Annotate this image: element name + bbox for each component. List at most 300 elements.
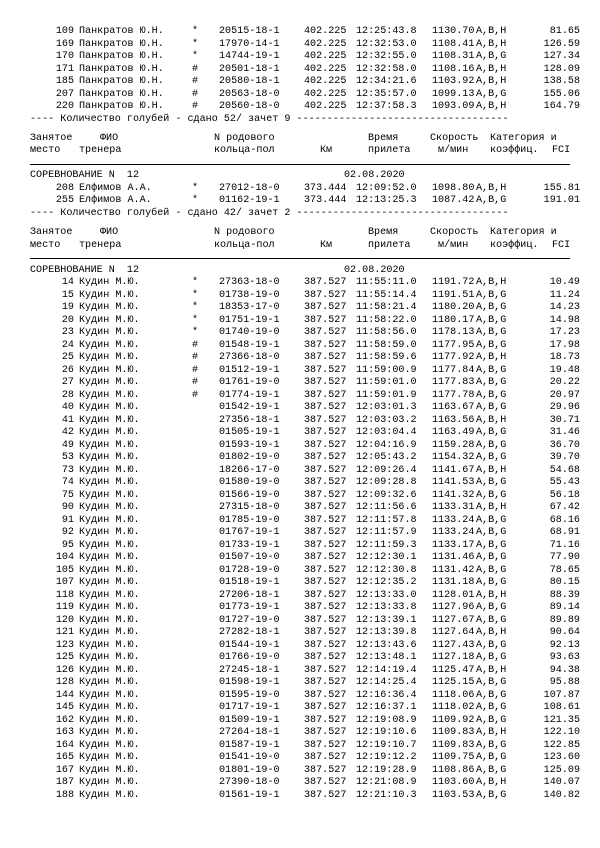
place-cell: 164 <box>55 739 74 751</box>
category-cell: A,B,G <box>476 314 507 326</box>
coefficient-cell: 164.79 <box>543 101 580 112</box>
header-place: Занятое <box>30 132 73 144</box>
km-cell: 387.527 <box>304 352 347 364</box>
speed-cell: 1108.31 <box>432 51 475 62</box>
speed-cell: 1154.32 <box>432 452 475 464</box>
table-header-line2 <box>0 240 600 253</box>
table-row <box>0 715 600 728</box>
coefficient-cell: 140.82 <box>543 789 580 801</box>
arrival-time-cell: 12:19:08.9 <box>356 714 417 726</box>
speed-cell: 1177.95 <box>432 339 475 351</box>
arrival-time-cell: 11:58:59.6 <box>356 352 417 364</box>
speed-cell: 1141.32 <box>432 489 475 501</box>
fancier-name-cell: Кудин М.Ю. <box>79 727 140 739</box>
header-trainer: тренера <box>79 145 122 157</box>
ring-cell: 01548-19-1 <box>219 339 280 351</box>
category-cell: A,B,G <box>476 514 507 526</box>
table-row <box>0 727 600 740</box>
fancier-name-cell: Кудин М.Ю. <box>79 464 140 476</box>
arrival-time-cell: 12:03:03.2 <box>356 414 417 426</box>
table-row <box>0 777 600 790</box>
category-cell: A,B,H <box>476 414 507 426</box>
ring-cell: 01512-19-1 <box>219 364 280 376</box>
km-cell: 387.527 <box>304 627 347 639</box>
km-cell: 387.527 <box>304 327 347 339</box>
arrival-time-cell: 12:13:33.0 <box>356 589 417 601</box>
arrival-time-cell: 12:32:53.0 <box>356 38 417 50</box>
ring-cell: 27390-18-0 <box>219 777 280 789</box>
header-category: Категория и <box>490 227 557 239</box>
coefficient-cell: 36.70 <box>549 439 580 451</box>
km-cell: 387.527 <box>304 502 347 514</box>
category-cell: A,B,G <box>476 552 507 564</box>
table-row <box>0 790 600 803</box>
header-ring2: кольца-пол <box>214 145 275 157</box>
coefficient-cell: 80.15 <box>549 577 580 589</box>
km-cell: 387.527 <box>304 564 347 576</box>
speed-cell: 1130.70 <box>432 26 475 37</box>
speed-cell: 1191.72 <box>432 277 475 289</box>
ring-cell: 01518-19-1 <box>219 577 280 589</box>
place-cell: 107 <box>55 577 74 589</box>
table-row <box>0 752 600 765</box>
mark-cell: # <box>191 88 199 100</box>
table-row <box>0 377 600 390</box>
km-cell: 402.225 <box>304 76 347 87</box>
place-cell: 91 <box>61 514 74 526</box>
ring-cell: 01507-19-0 <box>219 552 280 564</box>
mark-cell: # <box>191 101 199 112</box>
place-cell: 42 <box>61 427 74 439</box>
coefficient-cell: 68.16 <box>549 514 580 526</box>
km-cell: 387.527 <box>304 489 347 501</box>
fancier-name-cell: Кудин М.Ю. <box>79 789 140 801</box>
speed-cell: 1103.92 <box>432 76 475 87</box>
category-cell: A,B,G <box>476 339 507 351</box>
arrival-time-cell: 12:09:52.0 <box>356 182 417 194</box>
coefficient-cell: 108.61 <box>543 702 580 714</box>
speed-cell: 1127.18 <box>432 652 475 664</box>
mark-cell: # <box>191 364 199 376</box>
km-cell: 387.527 <box>304 389 347 401</box>
category-cell: A,B,H <box>476 777 507 789</box>
place-cell: 24 <box>61 339 74 351</box>
arrival-time-cell: 12:34:21.6 <box>356 76 417 87</box>
competition-date: 02.08.2020 <box>344 170 405 182</box>
table-row <box>0 590 600 603</box>
table-row <box>0 765 600 778</box>
place-cell: 169 <box>55 38 74 50</box>
place-cell: 208 <box>55 182 74 194</box>
header-place2: место <box>30 239 61 251</box>
coefficient-cell: 138.58 <box>543 76 580 87</box>
coefficient-cell: 67.42 <box>549 502 580 514</box>
ring-cell: 27206-18-1 <box>219 589 280 601</box>
coefficient-cell: 14.98 <box>549 314 580 326</box>
arrival-time-cell: 12:09:28.8 <box>356 477 417 489</box>
speed-cell: 1163.67 <box>432 402 475 414</box>
km-cell: 387.527 <box>304 752 347 764</box>
arrival-time-cell: 12:13:43.6 <box>356 639 417 651</box>
speed-cell: 1180.20 <box>432 302 475 314</box>
category-cell: A,B,H <box>476 352 507 364</box>
arrival-time-cell: 12:16:37.1 <box>356 702 417 714</box>
arrival-time-cell: 12:11:59.3 <box>356 539 417 551</box>
km-cell: 387.527 <box>304 314 347 326</box>
place-cell: 144 <box>55 689 74 701</box>
ring-cell: 01598-19-1 <box>219 677 280 689</box>
coefficient-cell: 107.87 <box>543 689 580 701</box>
fancier-name-cell: Кудин М.Ю. <box>79 289 140 301</box>
table-row <box>0 89 600 102</box>
pigeon-count-summary: ---- Количество голубей - сдано 42/ зачет 2 ----------------------------------- <box>30 207 509 219</box>
arrival-time-cell: 12:14:19.4 <box>356 664 417 676</box>
mark-cell: # <box>191 76 199 87</box>
ring-cell: 18266-17-0 <box>219 464 280 476</box>
km-cell: 373.444 <box>304 182 347 194</box>
place-cell: 165 <box>55 752 74 764</box>
table-row <box>0 665 600 678</box>
table-row <box>0 577 600 590</box>
ring-cell: 01740-19-0 <box>219 327 280 339</box>
speed-cell: 1133.31 <box>432 502 475 514</box>
speed-cell: 1109.75 <box>432 752 475 764</box>
table-row <box>0 76 600 89</box>
km-cell: 387.527 <box>304 427 347 439</box>
category-cell: A,B,G <box>476 527 507 539</box>
ring-cell: 27245-18-1 <box>219 664 280 676</box>
ring-cell: 01561-19-1 <box>219 789 280 801</box>
coefficient-cell: 88.39 <box>549 589 580 601</box>
speed-cell: 1098.80 <box>432 182 475 194</box>
mark-cell: * <box>191 195 199 207</box>
arrival-time-cell: 12:25:43.8 <box>356 26 417 37</box>
fancier-name-cell: Кудин М.Ю. <box>79 689 140 701</box>
table-row <box>0 64 600 77</box>
table-row <box>0 565 600 578</box>
ring-cell: 01566-19-0 <box>219 489 280 501</box>
place-cell: 25 <box>61 352 74 364</box>
coefficient-cell: 20.22 <box>549 377 580 389</box>
header-trainer: тренера <box>79 239 122 251</box>
place-cell: 171 <box>55 63 74 75</box>
fancier-name-cell: Кудин М.Ю. <box>79 664 140 676</box>
fancier-name-cell: Панкратов Ю.Н. <box>79 38 164 50</box>
speed-cell: 1131.18 <box>432 577 475 589</box>
arrival-time-cell: 12:21:08.9 <box>356 777 417 789</box>
table-row <box>0 390 600 403</box>
table-row <box>0 415 600 428</box>
table-row <box>0 677 600 690</box>
speed-cell: 1127.43 <box>432 639 475 651</box>
fancier-name-cell: Кудин М.Ю. <box>79 277 140 289</box>
arrival-time-cell: 11:58:56.0 <box>356 327 417 339</box>
coefficient-cell: 128.09 <box>543 63 580 75</box>
fancier-name-cell: Кудин М.Ю. <box>79 439 140 451</box>
coefficient-cell: 54.68 <box>549 464 580 476</box>
category-cell: A,B,G <box>476 564 507 576</box>
coefficient-cell: 122.10 <box>543 727 580 739</box>
speed-cell: 1127.64 <box>432 627 475 639</box>
coefficient-cell: 68.91 <box>549 527 580 539</box>
km-cell: 387.527 <box>304 602 347 614</box>
ring-cell: 01727-19-0 <box>219 614 280 626</box>
speed-cell: 1163.49 <box>432 427 475 439</box>
category-cell: A,B,H <box>476 182 507 194</box>
category-cell: A,B,H <box>476 26 507 37</box>
km-cell: 387.527 <box>304 727 347 739</box>
arrival-time-cell: 12:14:25.4 <box>356 677 417 689</box>
fancier-name-cell: Кудин М.Ю. <box>79 714 140 726</box>
arrival-time-cell: 12:05:43.2 <box>356 452 417 464</box>
speed-cell: 1127.67 <box>432 614 475 626</box>
table-row <box>0 302 600 315</box>
fancier-name-cell: Панкратов Ю.Н. <box>79 63 164 75</box>
speed-cell: 1103.60 <box>432 777 475 789</box>
km-cell: 387.527 <box>304 702 347 714</box>
header-ring: N родового <box>214 132 275 144</box>
ring-cell: 01761-19-0 <box>219 377 280 389</box>
coefficient-cell: 89.14 <box>549 602 580 614</box>
fancier-name-cell: Кудин М.Ю. <box>79 489 140 501</box>
km-cell: 387.527 <box>304 689 347 701</box>
fancier-name-cell: Кудин М.Ю. <box>79 602 140 614</box>
speed-cell: 1159.28 <box>432 439 475 451</box>
speed-cell: 1103.53 <box>432 789 475 801</box>
km-cell: 402.225 <box>304 51 347 62</box>
coefficient-cell: 17.23 <box>549 327 580 339</box>
category-cell: A,B,G <box>476 652 507 664</box>
fancier-name-cell: Кудин М.Ю. <box>79 452 140 464</box>
place-cell: 41 <box>61 414 74 426</box>
km-cell: 387.527 <box>304 377 347 389</box>
mark-cell: * <box>191 327 199 339</box>
km-cell: 402.225 <box>304 88 347 100</box>
header-time: Время <box>368 227 399 239</box>
table-row <box>0 402 600 415</box>
place-cell: 40 <box>61 402 74 414</box>
coefficient-cell: 20.97 <box>549 389 580 401</box>
category-cell: A,B,H <box>476 727 507 739</box>
fancier-name-cell: Кудин М.Ю. <box>79 677 140 689</box>
table-header-line1 <box>0 133 600 146</box>
km-cell: 387.527 <box>304 652 347 664</box>
speed-cell: 1133.17 <box>432 539 475 551</box>
mark-cell: * <box>191 26 199 37</box>
ring-cell: 17970-14-1 <box>219 38 280 50</box>
place-cell: 188 <box>55 789 74 801</box>
fancier-name-cell: Кудин М.Ю. <box>79 627 140 639</box>
fancier-name-cell: Кудин М.Ю. <box>79 577 140 589</box>
arrival-time-cell: 11:59:01.9 <box>356 389 417 401</box>
km-cell: 387.527 <box>304 577 347 589</box>
fancier-name-cell: Кудин М.Ю. <box>79 339 140 351</box>
km-cell: 402.225 <box>304 26 347 37</box>
speed-cell: 1125.47 <box>432 664 475 676</box>
speed-cell: 1118.06 <box>432 689 475 701</box>
km-cell: 387.527 <box>304 677 347 689</box>
coefficient-cell: 71.16 <box>549 539 580 551</box>
pigeon-count-summary: ---- Количество голубей - сдано 52/ зачет 9 ----------------------------------- <box>30 113 509 125</box>
mark-cell: # <box>191 377 199 389</box>
km-cell: 387.527 <box>304 452 347 464</box>
km-cell: 387.527 <box>304 277 347 289</box>
table-row <box>0 477 600 490</box>
fancier-name-cell: Кудин М.Ю. <box>79 502 140 514</box>
arrival-time-cell: 11:55:14.4 <box>356 289 417 301</box>
mark-cell: * <box>191 289 199 301</box>
ring-cell: 20560-18-0 <box>219 101 280 112</box>
mark-cell: # <box>191 352 199 364</box>
category-cell: A,B,G <box>476 364 507 376</box>
place-cell: 220 <box>55 101 74 112</box>
coefficient-cell: 11.24 <box>549 289 580 301</box>
category-cell: A,B,H <box>476 101 507 112</box>
speed-cell: 1133.24 <box>432 514 475 526</box>
table-row <box>0 290 600 303</box>
coefficient-cell: 81.65 <box>549 26 580 37</box>
category-cell: A,B,H <box>476 589 507 601</box>
fancier-name-cell: Кудин М.Ю. <box>79 739 140 751</box>
table-row <box>0 527 600 540</box>
table-row <box>0 26 600 39</box>
header-place2: место <box>30 145 61 157</box>
table-row <box>0 51 600 64</box>
category-cell: A,B,G <box>476 489 507 501</box>
km-cell: 387.527 <box>304 714 347 726</box>
place-cell: 170 <box>55 51 74 62</box>
arrival-time-cell: 12:19:28.9 <box>356 764 417 776</box>
fancier-name-cell: Кудин М.Ю. <box>79 652 140 664</box>
fancier-name-cell: Кудин М.Ю. <box>79 302 140 314</box>
table-row <box>0 195 600 208</box>
place-cell: 28 <box>61 389 74 401</box>
ring-cell: 01542-19-1 <box>219 402 280 414</box>
coefficient-cell: 92.13 <box>549 639 580 651</box>
ring-cell: 27315-18-0 <box>219 502 280 514</box>
fancier-name-cell: Кудин М.Ю. <box>79 364 140 376</box>
fancier-name-cell: Кудин М.Ю. <box>79 752 140 764</box>
mark-cell: * <box>191 314 199 326</box>
category-cell: A,B,H <box>476 277 507 289</box>
speed-cell: 1128.01 <box>432 589 475 601</box>
ring-cell: 27363-18-0 <box>219 277 280 289</box>
category-cell: A,B,G <box>476 427 507 439</box>
km-cell: 402.225 <box>304 63 347 75</box>
table-row <box>0 540 600 553</box>
ring-cell: 01505-19-1 <box>219 427 280 439</box>
ring-cell: 01774-19-1 <box>219 389 280 401</box>
speed-cell: 1099.13 <box>432 88 475 100</box>
category-cell: A,B,G <box>476 789 507 801</box>
category-cell: A,B,G <box>476 51 507 62</box>
arrival-time-cell: 11:58:59.0 <box>356 339 417 351</box>
category-cell: A,B,G <box>476 402 507 414</box>
place-cell: 90 <box>61 502 74 514</box>
ring-cell: 01580-19-0 <box>219 477 280 489</box>
fancier-name-cell: Кудин М.Ю. <box>79 377 140 389</box>
fancier-name-cell: Кудин М.Ю. <box>79 589 140 601</box>
competition-title: СОРЕВНОВАНИЕ N 12 <box>30 264 140 276</box>
category-cell: A,B,G <box>476 639 507 651</box>
place-cell: 95 <box>61 539 74 551</box>
arrival-time-cell: 12:04:16.9 <box>356 439 417 451</box>
mark-cell: * <box>191 277 199 289</box>
fancier-name-cell: Кудин М.Ю. <box>79 427 140 439</box>
table-row <box>0 740 600 753</box>
arrival-time-cell: 12:12:30.8 <box>356 564 417 576</box>
coefficient-cell: 31.46 <box>549 427 580 439</box>
arrival-time-cell: 11:58:22.0 <box>356 314 417 326</box>
ring-cell: 01541-19-0 <box>219 752 280 764</box>
header-speed: Скорость <box>430 227 479 239</box>
place-cell: 162 <box>55 714 74 726</box>
category-cell: A,B,G <box>476 764 507 776</box>
mark-cell: # <box>191 389 199 401</box>
arrival-time-cell: 12:37:58.3 <box>356 101 417 112</box>
arrival-time-cell: 12:13:33.8 <box>356 602 417 614</box>
fancier-name-cell: Елфимов А.А. <box>79 182 152 194</box>
speed-cell: 1133.24 <box>432 527 475 539</box>
fancier-name-cell: Кудин М.Ю. <box>79 414 140 426</box>
mark-cell: * <box>191 182 199 194</box>
coefficient-cell: 94.38 <box>549 664 580 676</box>
place-cell: 118 <box>55 589 74 601</box>
table-header-line2 <box>0 145 600 158</box>
speed-cell: 1108.86 <box>432 764 475 776</box>
speed-cell: 1177.83 <box>432 377 475 389</box>
category-cell: A,B,G <box>476 677 507 689</box>
speed-cell: 1141.67 <box>432 464 475 476</box>
category-cell: A,B,G <box>476 602 507 614</box>
table-row <box>0 515 600 528</box>
speed-cell: 1177.84 <box>432 364 475 376</box>
category-cell: A,B,H <box>476 502 507 514</box>
ring-cell: 20580-18-1 <box>219 76 280 87</box>
table-row <box>0 183 600 196</box>
fancier-name-cell: Кудин М.Ю. <box>79 764 140 776</box>
arrival-time-cell: 12:09:26.4 <box>356 464 417 476</box>
place-cell: 109 <box>55 26 74 37</box>
ring-cell: 01766-19-0 <box>219 652 280 664</box>
speed-cell: 1177.92 <box>432 352 475 364</box>
category-cell: A,B,G <box>476 452 507 464</box>
coefficient-cell: 122.85 <box>543 739 580 751</box>
coefficient-cell: 125.09 <box>543 764 580 776</box>
header-km: Км <box>320 145 333 157</box>
place-cell: 23 <box>61 327 74 339</box>
km-cell: 387.527 <box>304 514 347 526</box>
mark-cell: # <box>191 339 199 351</box>
place-cell: 255 <box>55 195 74 207</box>
coefficient-cell: 89.89 <box>549 614 580 626</box>
table-row <box>0 640 600 653</box>
ring-cell: 01733-19-1 <box>219 539 280 551</box>
speed-cell: 1125.15 <box>432 677 475 689</box>
arrival-time-cell: 12:12:35.2 <box>356 577 417 589</box>
coefficient-cell: 123.60 <box>543 752 580 764</box>
ring-cell: 01593-19-1 <box>219 439 280 451</box>
competition-title: СОРЕВНОВАНИЕ N 12 <box>30 170 140 182</box>
ring-cell: 27264-18-1 <box>219 727 280 739</box>
fancier-name-cell: Кудин М.Ю. <box>79 477 140 489</box>
fancier-name-cell: Кудин М.Ю. <box>79 564 140 576</box>
category-cell: A,B,G <box>476 577 507 589</box>
arrival-time-cell: 12:19:10.7 <box>356 739 417 751</box>
km-cell: 387.527 <box>304 539 347 551</box>
km-cell: 387.527 <box>304 552 347 564</box>
coefficient-cell: 39.70 <box>549 452 580 464</box>
